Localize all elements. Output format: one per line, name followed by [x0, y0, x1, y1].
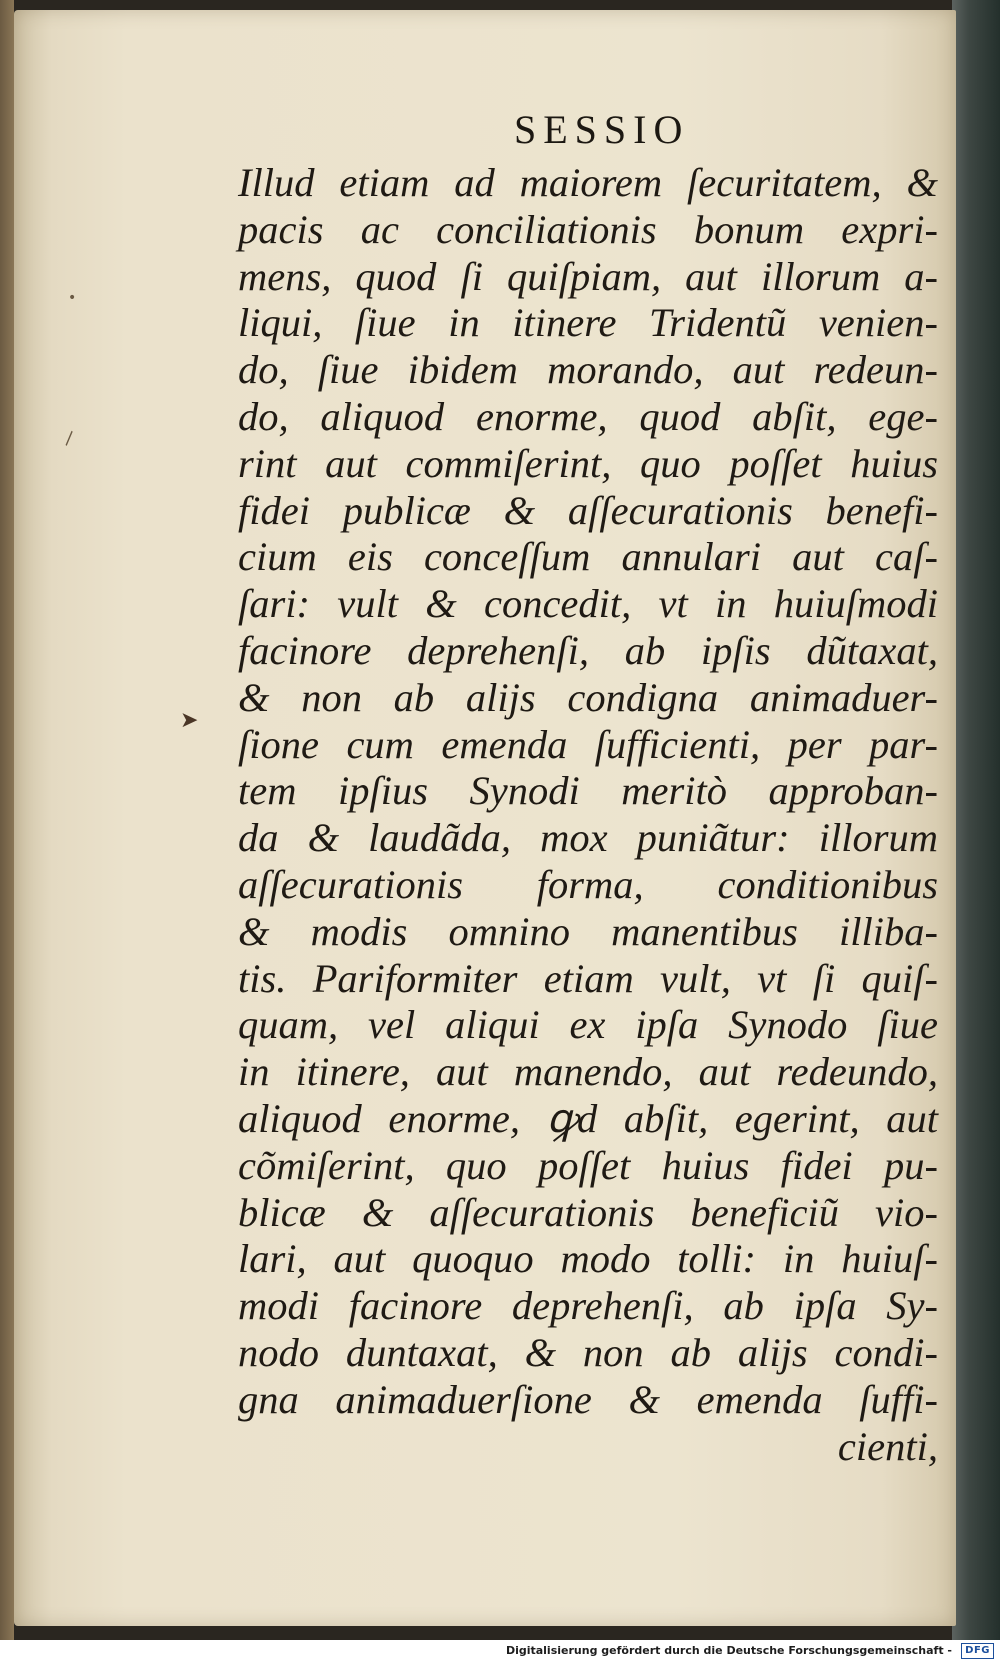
text-line-12: & non ab alijs condigna animaduer- — [238, 674, 938, 720]
text-line-22: cõmiſerint, quo poſſet huius fidei pu- — [238, 1142, 938, 1188]
catchword: cienti, — [837, 1423, 938, 1469]
text-line-6: do, aliquod enorme, quod abſit, ege- — [238, 393, 938, 439]
margin-pointer-mark: ➤ — [180, 708, 199, 733]
text-line-23: blicæ & aſſecurationis beneficiũ vio- — [238, 1189, 938, 1235]
text-line-19: quam, vel aliqui ex ipſa Synodo ſiue — [238, 1002, 938, 1048]
text-line-10: ſari: vult & concedit, vt in huiuſmodi — [238, 581, 938, 627]
margin-tick-mark: \ — [59, 428, 79, 449]
text-line-5: do, ſiue ibidem morando, aut redeun- — [238, 347, 938, 393]
text-line-11: facinore deprehenſi, ab ipſis dũtaxat, — [238, 627, 938, 673]
text-line-15: da & laudãda, mox puniãtur: illorum — [238, 815, 938, 861]
text-line-24: lari, aut quoquo modo tolli: in huiuſ- — [238, 1236, 938, 1282]
book-page — [14, 10, 956, 1626]
text-line-7: rint aut commiſerint, quo poſſet huius — [238, 440, 938, 486]
body-text — [238, 160, 938, 1470]
text-line-3: mens, quod ſi quiſpiam, aut illorum a- — [238, 253, 938, 299]
margin-dot-mark: • — [68, 290, 77, 306]
text-line-26: nodo duntaxat, & non ab alijs condi- — [238, 1329, 938, 1375]
text-line-9: cium eis conceſſum annulari aut caſ- — [238, 534, 938, 580]
text-line-27: gna animaduerſione & emenda ſuffi- — [238, 1376, 938, 1422]
page-edge-left — [0, 0, 14, 1640]
text-line-21: aliquod enorme, ꝙd abſit, egerint, aut — [238, 1095, 938, 1141]
book-binding — [952, 0, 1000, 1640]
digitization-credit: Digitalisierung gefördert durch die Deutsche Forschungsgemeinschaft - — [505, 1644, 952, 1657]
dfg-logo: DFG — [961, 1643, 994, 1659]
text-line-16: aſſecurationis forma, conditionibus — [238, 861, 938, 907]
text-line-13: ſione cum emenda ſufficienti, per par- — [238, 721, 938, 767]
text-line-4: liqui, ſiue in itinere Tridentũ venien- — [238, 300, 938, 346]
text-line-1: Illud etiam ad maiorem ſecuritatem, & — [238, 160, 938, 205]
text-line-17: & modis omnino manentibus illiba- — [238, 908, 938, 954]
text-line-8: fidei publicæ & aſſecurationis benefi- — [238, 487, 938, 533]
text-line-25: modi facinore deprehenſi, ab ipſa Sy- — [238, 1283, 938, 1329]
text-line-20: in itinere, aut manendo, aut redeundo, — [238, 1049, 938, 1095]
text-line-14: tem ipſius Synodi meritò approban- — [238, 768, 938, 814]
text-line-18: tis. Pariformiter etiam vult, vt ſi quiſ- — [238, 955, 938, 1001]
text-line-2: pacis ac conciliationis bonum expri- — [238, 206, 938, 252]
running-header: SESSIO — [514, 107, 690, 152]
footer-bar — [0, 1640, 1000, 1660]
